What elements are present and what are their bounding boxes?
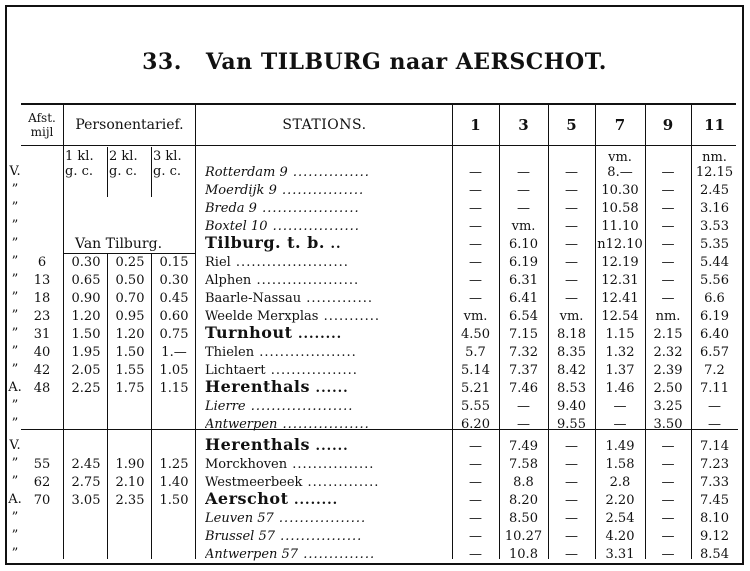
departure-time: — (661, 547, 675, 562)
class-divider (151, 253, 152, 559)
departure-time: — (708, 417, 721, 432)
departure-time: 7.58 (509, 457, 538, 472)
distance-cell: 13 (33, 273, 51, 288)
departure-time: — (565, 439, 578, 454)
departure-time: — (469, 291, 482, 306)
departure-time: 6.19 (700, 309, 729, 324)
fare-1st-class: 1.50 (71, 327, 101, 342)
departure-time: — (469, 475, 482, 490)
fare-1st-class: 0.65 (71, 273, 101, 288)
departure-time: — (469, 457, 482, 472)
fare-1st-class: 0.30 (71, 255, 101, 270)
departure-time: 6.20 (461, 417, 490, 432)
departure-time: 6.31 (509, 273, 538, 288)
departure-time: 5.44 (700, 255, 729, 270)
station-mark: ” (11, 272, 19, 287)
station-name: Herenthals ...... (205, 436, 349, 454)
departure-time: — (661, 291, 675, 306)
departure-time: 5.7 (465, 345, 486, 360)
departure-time: — (661, 511, 675, 526)
departure-time: 2.15 (653, 327, 683, 342)
departure-time: 9.55 (557, 417, 586, 432)
departure-time: — (565, 183, 578, 198)
departure-time: — (661, 529, 675, 544)
distance-cell: 48 (33, 381, 51, 396)
station-mark: ” (11, 290, 19, 305)
departure-time: — (661, 255, 675, 270)
departure-time: 7.33 (700, 475, 729, 490)
fare-2nd-class: 1.75 (115, 381, 145, 396)
departure-time: 7.37 (509, 363, 538, 378)
departure-time: — (661, 219, 675, 234)
departure-time: — (565, 475, 578, 490)
departure-time: 12.54 (601, 309, 639, 324)
departure-time: — (517, 183, 530, 198)
station-name: Thielen ................... (205, 345, 357, 360)
station-mark: ” (11, 474, 19, 489)
header-distance (21, 105, 63, 145)
station-mark: ” (11, 308, 19, 323)
departure-time: 1.32 (605, 345, 635, 360)
departure-time: 4.20 (605, 529, 635, 544)
station-name: Aerschot ........ (205, 490, 339, 508)
station-mark: ” (11, 416, 19, 431)
station-mark: V. (9, 438, 21, 453)
header-stations: STATIONS. (282, 117, 367, 133)
fare-1st-class: 1.20 (71, 309, 101, 324)
departure-time: — (517, 201, 530, 216)
fare-class-header: 1 kl. g. c. (65, 149, 94, 179)
fare-3rd-class: 1.25 (159, 457, 189, 472)
departure-time: 7.49 (509, 439, 538, 454)
departure-time: — (613, 399, 627, 414)
departure-time: 8.— (607, 165, 633, 180)
departure-time: 1.37 (605, 363, 635, 378)
station-name: Baarle-Nassau ............. (205, 291, 373, 306)
departure-time: 8.54 (700, 547, 729, 562)
station-mark: ” (11, 456, 19, 471)
class-divider (151, 147, 152, 197)
departure-time: — (565, 457, 578, 472)
station-mark: ” (11, 200, 19, 215)
departure-time: 7.2 (704, 363, 725, 378)
departure-time: 3.50 (653, 417, 683, 432)
distance-cell: 42 (33, 363, 51, 378)
fare-1st-class: 0.90 (71, 291, 101, 306)
station-name: Moerdijk 9 ................ (205, 183, 365, 198)
station-name: Turnhout ........ (205, 324, 343, 342)
departure-time: 5.35 (700, 237, 729, 252)
fare-3rd-class: 0.15 (159, 255, 189, 270)
departure-time: — (565, 547, 578, 562)
fare-3rd-class: 1.40 (159, 475, 189, 490)
departure-time: 12.15 (695, 165, 734, 180)
fare-2nd-class: 2.35 (115, 493, 145, 508)
departure-time: 2.20 (605, 493, 635, 508)
departure-time: — (517, 399, 530, 414)
station-name: Riel ...................... (205, 255, 349, 270)
departure-time: — (469, 273, 482, 288)
departure-time: — (469, 219, 482, 234)
station-mark: A. (8, 380, 22, 395)
departure-time: 7.14 (700, 439, 729, 454)
timetable-page (5, 5, 744, 565)
departure-time: 6.57 (700, 345, 729, 360)
departure-time: — (661, 183, 675, 198)
departure-time: 1.58 (605, 457, 635, 472)
departure-time: — (661, 493, 675, 508)
header-bottom-rule (21, 145, 736, 146)
departure-time: 10.30 (601, 183, 639, 198)
departure-time: 7.23 (700, 457, 729, 472)
station-mark: ” (11, 344, 19, 359)
departure-time: 1.46 (605, 381, 635, 396)
departure-time: — (469, 529, 482, 544)
distance-cell: 55 (33, 457, 51, 472)
departure-time: — (661, 237, 675, 252)
departure-time: — (661, 201, 675, 216)
departure-time: 1.15 (605, 327, 635, 342)
departure-time: 9.40 (557, 399, 586, 414)
station-mark: V. (9, 164, 21, 179)
departure-time: — (565, 511, 578, 526)
fare-3rd-class: 0.75 (159, 327, 189, 342)
fare-2nd-class: 1.50 (115, 345, 145, 360)
departure-time: — (469, 183, 482, 198)
departure-time: 1.49 (605, 439, 635, 454)
departure-time: 8.50 (509, 511, 538, 526)
departure-time: — (517, 417, 530, 432)
fare-1st-class: 2.75 (71, 475, 101, 490)
departure-time: — (613, 417, 627, 432)
fare-2nd-class: 0.70 (115, 291, 145, 306)
distance-cell: 23 (33, 309, 51, 324)
route-title: Van TILBURG naar AERSCHOT. (205, 49, 607, 75)
station-mark: ” (11, 362, 19, 377)
departure-time: 6.19 (509, 255, 538, 270)
departure-time: 2.45 (700, 183, 729, 198)
departure-time: 4.50 (461, 327, 490, 342)
fare-1st-class: 1.95 (71, 345, 101, 360)
station-name: Rotterdam 9 ............... (205, 165, 370, 180)
distance-cell: 40 (33, 345, 51, 360)
station-name: Tilburg. t. b. .. (205, 234, 342, 252)
header-fares: Personentarief. (75, 117, 184, 133)
departure-time: 2.39 (653, 363, 683, 378)
departure-time: 3.25 (653, 399, 683, 414)
departure-time: 3.53 (700, 219, 729, 234)
departure-time: — (469, 493, 482, 508)
fare-1st-class: 3.05 (71, 493, 101, 508)
departure-time: 5.56 (700, 273, 729, 288)
table-number: 33. (142, 49, 182, 75)
station-name: Antwerpen 57 .............. (205, 547, 376, 562)
distance-cell: 18 (33, 291, 51, 306)
station-name: Alphen .................... (205, 273, 360, 288)
train-number-header: 3 (518, 116, 529, 134)
departure-time: 8.20 (509, 493, 538, 508)
train-number-header: 9 (662, 116, 674, 134)
fare-2nd-class: 0.95 (115, 309, 145, 324)
departure-time: 8.18 (557, 327, 586, 342)
departure-time: — (565, 273, 578, 288)
departure-time: — (517, 165, 530, 180)
fare-2nd-class: 1.90 (115, 457, 145, 472)
departure-time: 10.27 (504, 529, 543, 544)
station-mark: ” (11, 546, 19, 561)
departure-time: vm. (511, 219, 536, 234)
departure-time: 9.12 (700, 529, 729, 544)
departure-time: — (708, 399, 721, 414)
departure-time: 8.53 (557, 381, 586, 396)
fare-1st-class: 2.25 (71, 381, 101, 396)
departure-time: 6.6 (704, 291, 725, 306)
station-mark: ” (11, 398, 19, 413)
departure-time: — (469, 165, 482, 180)
departure-time: 2.54 (605, 511, 635, 526)
fares-from-label: Van Tilburg. (75, 236, 163, 252)
departure-time: — (565, 493, 578, 508)
departure-time: 12.19 (601, 255, 639, 270)
morning-label: vm. (608, 150, 632, 165)
departure-time: 7.15 (509, 327, 538, 342)
departure-time: 3.16 (700, 201, 729, 216)
column-divider (63, 105, 64, 559)
station-name: Lichtaert ................. (205, 363, 358, 378)
station-mark: ” (11, 236, 19, 251)
departure-time: — (469, 237, 482, 252)
departure-time: 7.32 (509, 345, 538, 360)
departure-time: 8.8 (513, 475, 534, 490)
class-divider (107, 147, 108, 197)
departure-time: — (469, 255, 482, 270)
fare-2nd-class: 0.25 (115, 255, 145, 270)
station-mark: ” (11, 218, 19, 233)
departure-time: — (661, 439, 675, 454)
train-number-header: 1 (470, 116, 481, 134)
afternoon-label: nm. (702, 150, 727, 165)
station-mark: ” (11, 528, 19, 543)
departure-time: 8.42 (557, 363, 586, 378)
departure-time: 6.54 (509, 309, 538, 324)
fare-1st-class: 2.45 (71, 457, 101, 472)
departure-time: 5.14 (461, 363, 490, 378)
departure-time: 8.10 (700, 511, 729, 526)
departure-time: 5.21 (461, 381, 490, 396)
class-divider (107, 253, 108, 559)
fare-3rd-class: 1.05 (159, 363, 189, 378)
station-name: Lierre .................... (205, 399, 354, 414)
departure-time: — (565, 219, 578, 234)
departure-time: — (469, 439, 482, 454)
fare-2nd-class: 1.20 (115, 327, 145, 342)
fare-class-header: 3 kl. g. c. (153, 149, 182, 179)
station-name: Breda 9 ................... (205, 201, 360, 216)
station-name: Westmeerbeek .............. (205, 475, 380, 490)
departure-time: 7.11 (700, 381, 729, 396)
departure-time: 7.45 (700, 493, 729, 508)
departure-time: 10.58 (601, 201, 639, 216)
station-name: Boxtel 10 ................. (205, 219, 360, 234)
departure-time: — (469, 511, 482, 526)
station-name: Antwerpen ................. (205, 417, 370, 432)
departure-time: 6.10 (509, 237, 538, 252)
fare-3rd-class: 0.30 (159, 273, 189, 288)
station-name: Leuven 57 ................. (205, 511, 367, 526)
departure-time: 5.55 (461, 399, 490, 414)
fare-3rd-class: 1.15 (159, 381, 189, 396)
distance-cell: 6 (37, 255, 47, 270)
fare-2nd-class: 0.50 (115, 273, 145, 288)
train-number-header: 7 (614, 116, 626, 134)
departure-time: — (661, 273, 675, 288)
departure-time: 12.41 (601, 291, 639, 306)
header-distance-line2: mijl (30, 125, 54, 139)
fare-3rd-class: 1.50 (159, 493, 189, 508)
train-number-header: 11 (704, 116, 725, 134)
page-title (7, 49, 742, 75)
departure-time: — (661, 165, 675, 180)
departure-time: 11.10 (601, 219, 639, 234)
departure-time: — (469, 201, 482, 216)
station-mark: A. (8, 492, 22, 507)
departure-time: nm. (655, 309, 681, 324)
fare-1st-class: 2.05 (71, 363, 101, 378)
departure-time: 12.31 (601, 273, 639, 288)
fare-2nd-class: 1.55 (115, 363, 145, 378)
departure-time: n12.10 (597, 237, 643, 252)
distance-cell: 31 (33, 327, 51, 342)
departure-time: vm. (559, 309, 584, 324)
station-mark: ” (11, 182, 19, 197)
departure-time: 10.8 (509, 547, 538, 562)
departure-time: — (565, 165, 578, 180)
departure-time: 2.8 (609, 475, 631, 490)
fare-2nd-class: 2.10 (115, 475, 145, 490)
header-distance-line1: Afst. (28, 111, 56, 125)
station-name: Weelde Merxplas ........... (205, 309, 381, 324)
departure-time: — (565, 291, 578, 306)
departure-time: vm. (463, 309, 488, 324)
departure-time: 2.50 (653, 381, 683, 396)
distance-cell: 70 (33, 493, 51, 508)
departure-time: — (565, 255, 578, 270)
departure-time: 6.41 (509, 291, 538, 306)
departure-time: — (469, 547, 482, 562)
departure-time: 8.35 (557, 345, 586, 360)
station-mark: ” (11, 326, 19, 341)
departure-time: 3.31 (605, 547, 635, 562)
departure-time: 7.46 (509, 381, 538, 396)
station-name: Morckhoven ................ (205, 457, 375, 472)
fare-3rd-class: 1.— (161, 345, 187, 360)
column-divider (195, 105, 196, 559)
station-name: Herenthals ...... (205, 378, 349, 396)
station-name: Brussel 57 ................ (205, 529, 363, 544)
departure-time: 2.32 (653, 345, 683, 360)
distance-cell: 62 (33, 475, 51, 490)
departure-time: — (565, 201, 578, 216)
departure-time: 6.40 (700, 327, 729, 342)
train-number-header: 5 (566, 116, 577, 134)
departure-time: — (661, 475, 675, 490)
fare-3rd-class: 0.60 (159, 309, 189, 324)
fare-3rd-class: 0.45 (159, 291, 189, 306)
departure-time: — (661, 457, 675, 472)
departure-time: — (565, 529, 578, 544)
fare-class-header: 2 kl. g. c. (109, 149, 138, 179)
departure-time: — (565, 237, 578, 252)
station-mark: ” (11, 510, 19, 525)
station-mark: ” (11, 254, 19, 269)
